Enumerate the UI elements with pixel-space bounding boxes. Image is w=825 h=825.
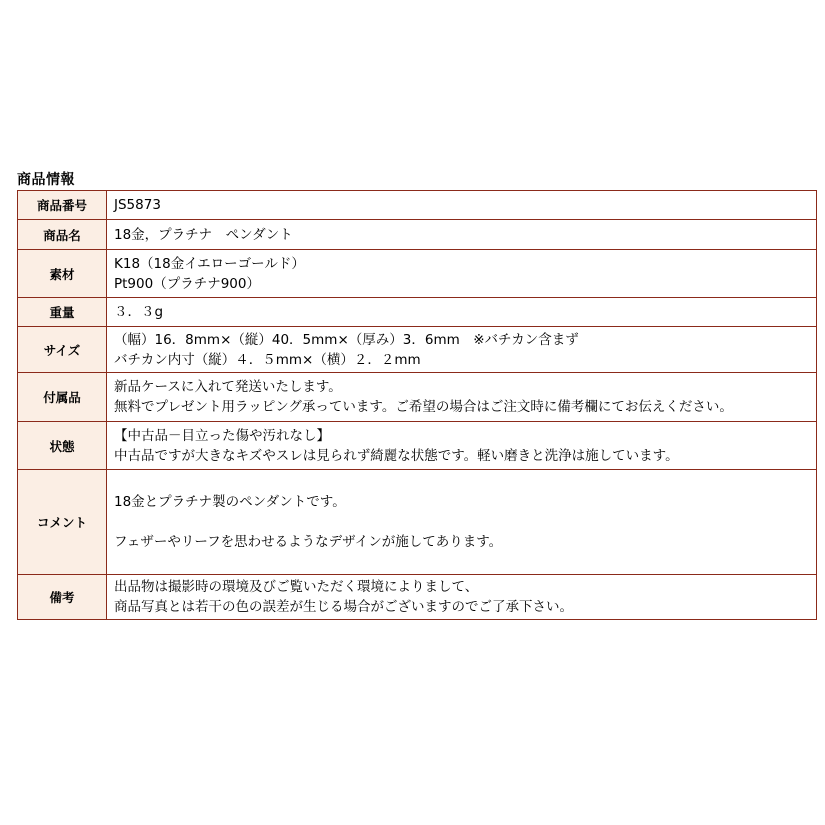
condition-line: 【中古品－目立った傷や汚れなし】	[114, 427, 330, 444]
row-value	[107, 298, 817, 327]
table-row-notes	[18, 575, 817, 620]
row-value	[107, 470, 817, 575]
table-row-size	[18, 327, 817, 373]
row-value	[107, 250, 817, 298]
row-value	[107, 422, 817, 470]
condition-line: 中古品ですが大きなキズやスレは見られず綺麗な状態です。軽い磨きと洗浄は施しています。	[114, 447, 679, 464]
row-label: 商品番号	[18, 191, 107, 220]
row-label: 備考	[18, 575, 107, 620]
accessories-line: 無料でプレゼント用ラッピング承っています。ご希望の場合はご注文時に備考欄にてお伝えください。	[114, 399, 733, 415]
table-row-weight	[18, 298, 817, 327]
table-row-accessories	[18, 373, 817, 422]
accessories-line: 新品ケースに入れて発送いたします。	[114, 379, 342, 395]
comment-spacer	[114, 512, 810, 532]
row-label: 重量	[18, 298, 107, 327]
table-row-material	[18, 250, 817, 298]
product-number-value: JS5873	[114, 197, 161, 213]
row-label: コメント	[18, 470, 107, 575]
row-value	[107, 327, 817, 373]
material-line: Pt900（プラチナ900）	[114, 275, 260, 292]
row-value	[107, 191, 817, 220]
notes-line: 出品物は撮影時の環境及びご覧いただく環境によりまして、	[114, 579, 479, 595]
row-value	[107, 220, 817, 250]
notes-line: 商品写真とは若干の色の誤差が生じる場合がございますのでご了承下さい。	[114, 599, 573, 615]
row-label: 付属品	[18, 373, 107, 422]
table-row-product-number	[18, 191, 817, 220]
row-label: 素材	[18, 250, 107, 298]
product-name-value: 18金，プラチナ ペンダント	[114, 226, 293, 243]
row-value	[107, 575, 817, 620]
size-line: バチカン内寸（縦）４．５mm×（横）２．２mm	[114, 351, 421, 368]
table-row-comment	[18, 470, 817, 575]
row-value	[107, 373, 817, 422]
row-label: 状態	[18, 422, 107, 470]
weight-value: ３．３g	[114, 304, 164, 320]
row-label: 商品名	[18, 220, 107, 250]
section-title: 商品情報	[17, 172, 75, 188]
comment-line: 18金とプラチナ製のペンダントです。	[114, 494, 346, 510]
size-line: （幅）16．8mm×（縦）40．5mm×（厚み）3．6mm ※バチカン含まず	[114, 331, 579, 348]
product-info-table	[17, 190, 817, 620]
comment-line: フェザーやリーフを思わせるようなデザインが施してあります。	[114, 534, 503, 550]
table-row-product-name	[18, 220, 817, 250]
table-row-condition	[18, 422, 817, 470]
row-label: サイズ	[18, 327, 107, 373]
material-line: K18（18金イエローゴールド）	[114, 255, 305, 272]
